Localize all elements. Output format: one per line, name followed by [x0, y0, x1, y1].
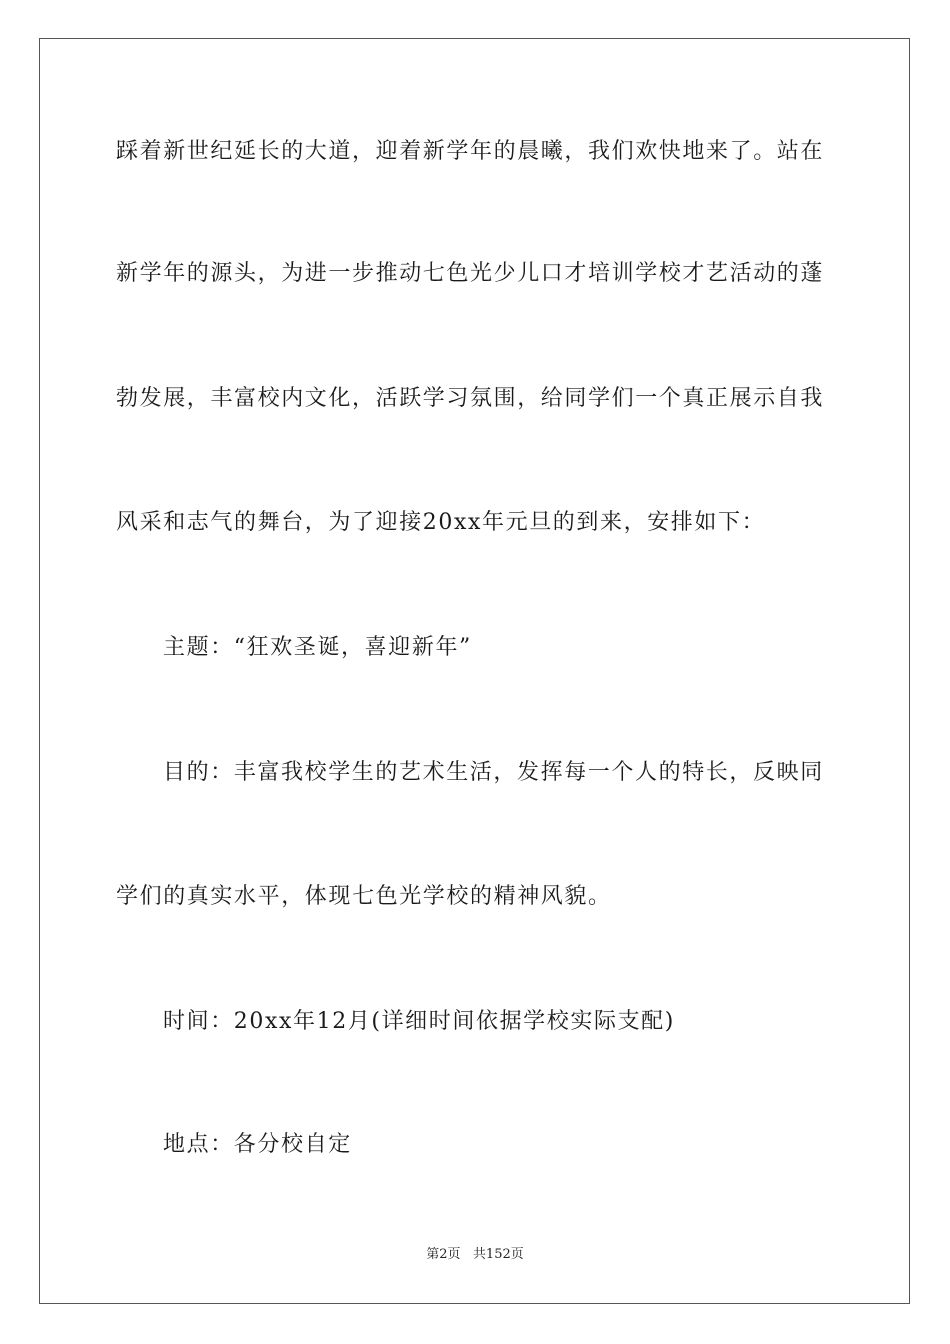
paragraph-line: 风采和志气的舞台，为了迎接20xx年元旦的到来，安排如下：: [116, 510, 766, 535]
paragraph-line: 学们的真实水平，体现七色光学校的精神风貌。: [116, 884, 612, 909]
page-border: [39, 38, 910, 1304]
paragraph-line: 踩着新世纪延长的大道，迎着新学年的晨曦，我们欢快地来了。站在: [116, 139, 825, 164]
location-line: 地点：各分校自定: [163, 1132, 352, 1157]
time-line: 时间：20xx年12月(详细时间依据学校实际支配): [163, 1009, 675, 1034]
purpose-line: 目的：丰富我校学生的艺术生活，发挥每一个人的特长，反映同: [163, 760, 824, 785]
paragraph-line: 勃发展，丰富校内文化，活跃学习氛围，给同学们一个真正展示自我: [116, 386, 825, 411]
page-number-footer: 第2页 共152页: [426, 1247, 524, 1262]
paragraph-line: 新学年的源头，为进一步推动七色光少儿口才培训学校才艺活动的蓬: [116, 261, 825, 286]
theme-line: 主题：“狂欢圣诞，喜迎新年”: [163, 635, 472, 660]
